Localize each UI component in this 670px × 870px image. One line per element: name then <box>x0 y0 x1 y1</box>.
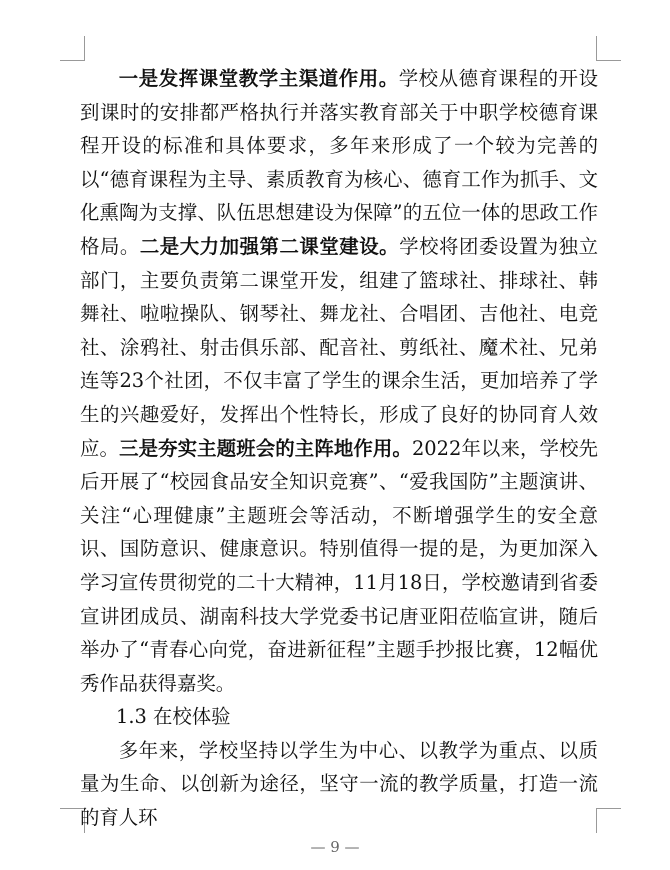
crop-mark-top-right <box>596 36 621 61</box>
lead-point-two: 二是大力加强第二课堂建设。 <box>139 234 400 258</box>
crop-mark-top-left <box>60 36 85 61</box>
point-two-text: 学校将团委设置为独立部门，主要负责第二课堂开发，组建了篮球社、排球社、韩舞社、啦啦操队、钢琴社、舞龙社、合唱团、吉他社、电竞社、涂鸦社、射击俱乐部、配音社、剪纸社、魔术社、兄弟连等23个社团，不仅丰富了学生的课余生活，更加培养了学生的兴趣爱好，发挥出个性特长，形成了良好的协同育人效应。 <box>80 234 599 460</box>
document-body <box>80 62 598 835</box>
lead-point-one: 一是发挥课堂教学主渠道作用。 <box>118 67 399 90</box>
paragraph-school-experience: 多年来，学校坚持以学生为中心、以教学为重点、以质量为生命、以创新为途径，坚守一流的教学质量，打造一流的育人环 <box>80 738 598 830</box>
point-one-text: 学校从德育课程的开设到课时的安排都严格执行并落实教育部关于中职学校德育课程开设的标准和具体要求，多年来形成了一个较为完善的以“德育课程为主导、素质教育为核心、德育工作为抓手、文化熏陶为支撑、队伍思想建设为保障”的五位一体的思政工作格局。 <box>80 67 599 258</box>
paragraph-moral-education <box>80 62 598 700</box>
section-heading: 1.3 在校体验 <box>116 705 231 729</box>
lead-point-three: 三是夯实主题班会的主阵地作用。 <box>119 436 412 460</box>
crop-mark-bottom-right <box>596 808 621 833</box>
page-number: — 9 — <box>310 838 360 856</box>
point-three-text: 2022年以来，学校先后开展了“校园食品安全知识竞赛”、“爱我国防”主题演讲、关注“心理健康”主题班会等活动，不断增强学生的安全意识、国防意识、健康意识。特别值得一提的是，为更加深入学习宣传贯彻党的二十大精神，11月18日，学校邀请到省委宣讲团成员、湖南科技大学党委书记唐亚阳莅临宣讲，随后举办了“青春心向党，奋进新征程”主题手抄报比赛，12幅优秀作品获得嘉奖。 <box>80 436 599 695</box>
